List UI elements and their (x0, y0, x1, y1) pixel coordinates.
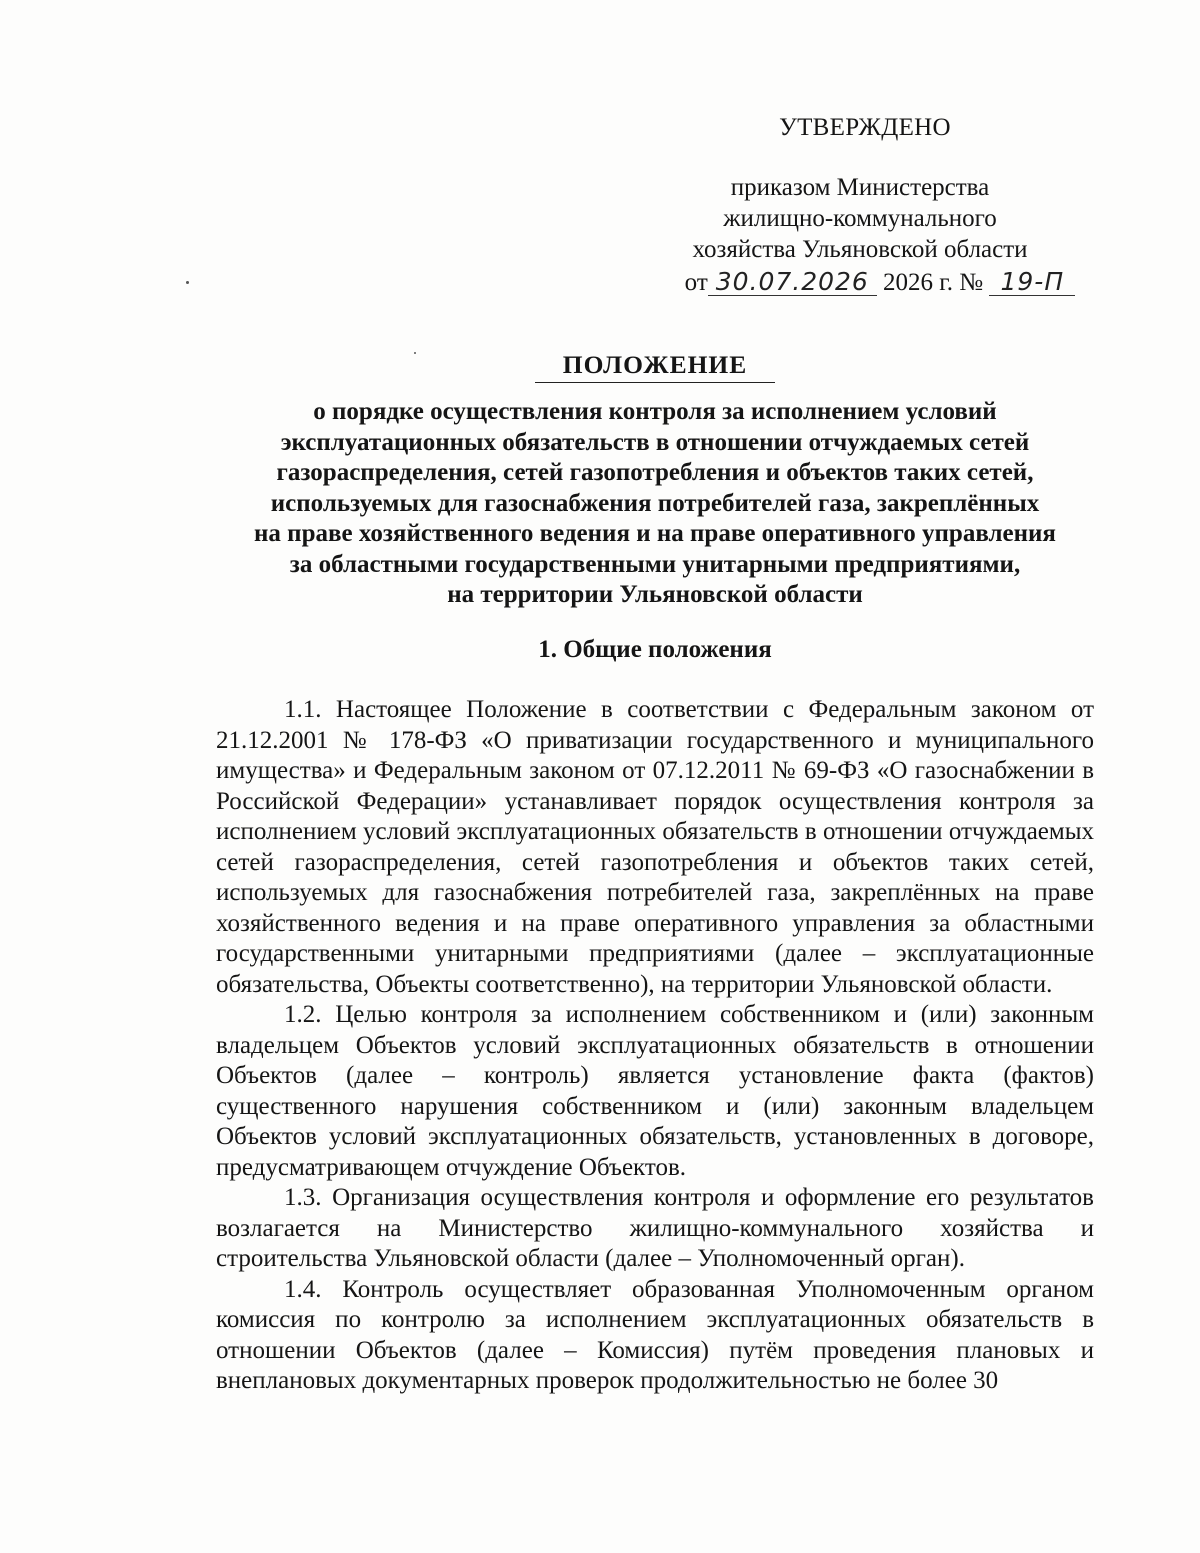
handwritten-date: 30.07.2026 (708, 269, 877, 296)
scan-speck (414, 352, 416, 354)
subtitle-line: на территории Ульяновской области (447, 581, 863, 608)
approval-order-lines (640, 172, 1080, 265)
subtitle-line: на праве хозяйственного ведения и на праве оперативного управления (254, 520, 1056, 547)
approval-line: жилищно-коммунального (723, 205, 997, 232)
paragraph: 1.4. Контроль осуществляет образованная Уполномоченным органом комиссия по контролю за исполнением эксплуатационных обязательств в отношении Объектов (далее – Комиссия) путём проведения плановых и внеплановых документарных проверок продолжительностью не более 30 (216, 1275, 1094, 1394)
approval-line: хозяйства Ульяновской области (692, 236, 1028, 263)
scan-speck (186, 281, 189, 284)
year-suffix: 2026 г. № (883, 269, 984, 296)
document-title-block (200, 350, 1110, 611)
subtitle-line: используемых для газоснабжения потребителей газа, закреплённых (270, 489, 1040, 517)
section-heading: 1. Общие положения (538, 636, 772, 663)
handwritten-number: 19-П (989, 269, 1075, 296)
paragraph: 1.3. Организация осуществления контроля и оформление его результатов возлагается на Министерство жилищно-коммунального хозяйства и строительства Ульяновской области (далее – Уполномоченный орган). (216, 1184, 1094, 1272)
date-prefix: от (684, 269, 708, 296)
approval-heading: УТВЕРЖДЕНО (779, 114, 951, 141)
approval-line: приказом Министерства (730, 174, 990, 201)
subtitle-line: эксплуатационных обязательств в отношении отчуждаемых сетей (280, 428, 1030, 456)
subtitle-line: за областными государственными унитарными предприятиями, (289, 550, 1021, 578)
subtitle-line: о порядке осуществления контроля за исполнением условий (313, 398, 997, 425)
paragraph: 1.1. Настоящее Положение в соответствии с Федеральным законом от 21.12.2001 № 178-ФЗ «О приватизации государственного и муниципального имущества» и Федеральным законом от 07.12.2011 № 69-ФЗ «О газоснабжении в Российской Федерации» устанавливает порядок осуществления контроля за исполнением условий эксплуатационных обязательств в отношении отчуждаемых сетей газораспределения, сетей газопотребления и объектов таких сетей, используемых для газоснабжения потребителей газа, закреплённых на праве хозяйственного ведения и на праве оперативного управления за областными государственными унитарными предприятиями (далее – эксплуатационные обязательства, Объекты соответственно), на территории Ульяновской области. (216, 696, 1094, 998)
document-title: ПОЛОЖЕНИЕ (535, 350, 776, 383)
document-subtitle (200, 397, 1110, 611)
section-body (216, 695, 1094, 1397)
subtitle-line: газораспределения, сетей газопотребления и объектов таких сетей, (276, 459, 1034, 486)
approval-date-line (670, 267, 1090, 298)
paragraph: 1.2. Целью контроля за исполнением собственником и (или) законным владельцем Объектов условий эксплуатационных обязательств в отношении Объектов (далее – контроль) является установление факта (фактов) существенного нарушения собственником и (или) законным владельцем Объектов условий эксплуатационных обязательств, установленных в договоре, предусматривающем отчуждение Объектов. (216, 1001, 1094, 1181)
